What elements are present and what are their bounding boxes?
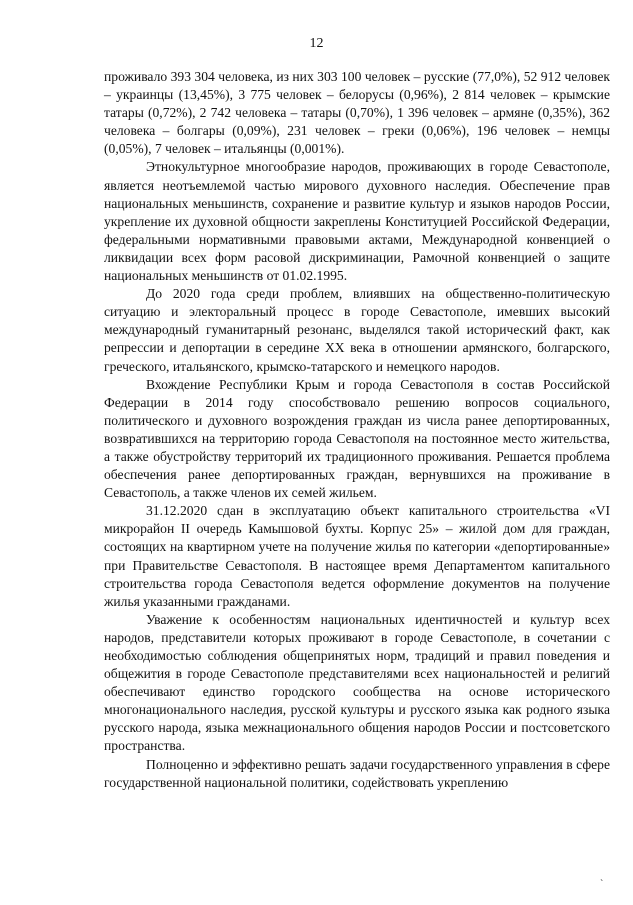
scan-mark: ` [600,879,604,890]
paragraph-population-figures: проживало 393 304 человека, из них 303 100 человек – русские (77,0%), 52 912 человек – украинцы (13,45%), 3 775 человек – белорусы (0,96%), 2 814 человек – крымские татары (0,72%), 2 742 человека – татары (0,70%), 1 396 человек – армяне (0,35%), 362 человека – болгары (0,09%), 231 человек – греки (0,06%), 196 человек – немцы (0,05%), 7 человек – итальянцы (0,001%). [104,69,610,157]
paragraph-pre-2020-problems: До 2020 года среди проблем, влиявших на общественно-политическую ситуацию и электоральный процесс в городе Севастополе, имевших высокий международный гуманитарный резонанс, выделялся такой исторический факт, как репрессии и депортации в середине XX века в отношении армянского, болгарского, греческого, итальянского, крымско-татарского и немецкого народов. [104,286,610,374]
document-body [104,68,610,792]
paragraph-governance-tasks: Полноценно и эффективно решать задачи государственного управления в сфере государственной национальной политики, содействовать укреплению [104,756,610,790]
paragraph-housing-construction: 31.12.2020 сдан в эксплуатацию объект капитального строительства «VI микрорайон II очередь Камышовой бухты. Корпус 25» – жилой дом для граждан, состоящих на квартирном учете на получение жилья по категории «депортированные» при Правительстве Севастополя. В настоящее время Департаментом капитального строительства города Севастополя ведется оформление документов на получение жилья указанными гражданами. [104,503,610,609]
paragraph-2014-accession: Вхождение Республики Крым и города Севастополя в состав Российской Федерации в 2014 году способствовало решению вопросов социального, политического и духовного возрождения граждан из числа ранее депортированных, возвратившихся на территорию города Севастополя на постоянное место жительства, а также обустройству территорий их традиционного проживания. Решается проблема обеспечения ранее депортированных граждан, вернувшихся на проживание в Севастополь, а также членов их семей жильем. [104,376,610,501]
paragraph-ethnocultural-diversity: Этнокультурное многообразие народов, проживающих в городе Севастополе, является неотъемлемой частью мирового духовного наследия. Обеспечение прав национальных меньшинств, сохранение и развитие культур и языков народов России, укрепление их духовной общности закреплены Конституцией Российской Федерации, федеральными нормативными правовыми актами, Международной конвенцией о ликвидации всех форм расовой дискриминации, Рамочной конвенцией о защите национальных меньшинств от 01.02.1995. [104,159,610,284]
page-number: 12 [309,36,324,51]
paragraph-respect-identities: Уважение к особенностям национальных идентичностей и культур всех народов, представители которых проживают в городе Севастополе, в сочетании с необходимостью соблюдения общепринятых норм, традиций и правил поведения и общежития в городе Севастополе представителями всех национальностей и религий обеспечивают единство городского сообщества на основе исторического многонационального наследия, русской культуры и русского языка как родного языка русского народа, языка межнационального общения народов России и постсоветского пространства. [104,611,610,754]
